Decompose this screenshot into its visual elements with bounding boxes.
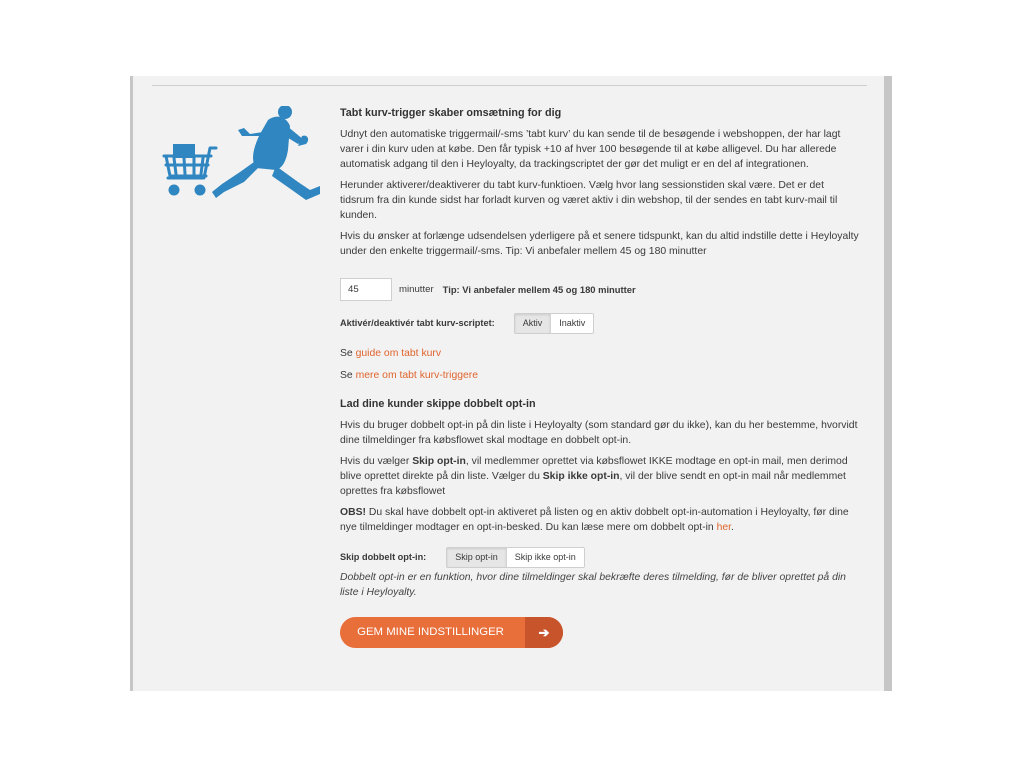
session-time-row <box>340 278 860 301</box>
section-title-double-optin: Lad dine kunder skippe dobbelt opt-in <box>340 398 536 410</box>
panel-left-border <box>130 76 133 691</box>
optin-toggle-row <box>340 547 860 568</box>
optin-help-note: Dobbelt opt-in er en funktion, hvor dine tilmeldinger skal bekræfte deres tilmelding, før de bliver oprettet på din liste i Heyloyalty. <box>340 572 846 598</box>
section-title-abandoned-cart: Tabt kurv-trigger skaber omsætning for dig <box>340 107 562 119</box>
obs-paragraph: OBS! Du skal have dobbelt opt-in aktiveret på listen og en aktiv dobbelt opt-in-automation i Heyloyalty, før dine nye tilmeldinger modtager en opt-in-besked. Du kan læse mere om dobbelt opt-in her. <box>340 507 849 533</box>
save-button-label: GEM MINE INDSTILLINGER <box>357 626 504 638</box>
more-triggers-link[interactable]: mere om tabt kurv-triggere <box>355 370 479 381</box>
link-prefix: Se <box>340 348 353 359</box>
session-minutes-input[interactable]: 45 <box>340 278 392 301</box>
toggle-active-option[interactable]: Aktiv <box>515 314 551 333</box>
more-link-line <box>340 368 860 383</box>
panel-right-border <box>884 76 892 691</box>
script-toggle-row <box>340 313 860 334</box>
optin-toggle <box>446 547 585 568</box>
top-divider <box>152 85 867 86</box>
session-paragraph: Herunder aktiverer/deaktiverer du tabt kurv-funktioen. Vælg hvor lang sessionstiden skal være. Det er det tidsrum fra din kunde sidst har forladt kurven og været aktiv i din webshop, til der sendes en tabt kurv-mail til kunden. <box>340 180 838 221</box>
optin-here-link[interactable]: her <box>716 522 732 533</box>
shopping-cart-icon <box>164 144 216 194</box>
abandoned-cart-illustration <box>160 106 324 202</box>
link-prefix: Se <box>340 370 353 381</box>
script-toggle-label: Aktivér/deaktivér tabt kurv-scriptet: <box>340 318 495 328</box>
script-toggle <box>514 313 595 334</box>
tip-paragraph: Hvis du ønsker at forlænge udsendelsen yderligere på et senere tidspunkt, kan du altid indstille dette i Heyloyalty under den enkelte triggermail/-sms. Tip: Vi anbefaler mellem 45 og 180 minutter <box>340 231 859 257</box>
minutes-unit-label: minutter <box>399 284 434 295</box>
toggle-skip-optin-option[interactable]: Skip opt-in <box>447 548 506 567</box>
optin-explanation-paragraph: Hvis du vælger Skip opt-in, vil medlemmer oprettet via købsflowet IKKE modtage en opt-in mail, men derimod blive oprettet direkte på din liste. Vælger du Skip ikke opt-in, vil der blive sendt en opt-in mail når medlemmet oprettes fra købsflowet <box>340 456 848 497</box>
settings-panel <box>130 76 892 691</box>
intro-paragraph: Udnyt den automatiske triggermail/-sms ’tabt kurv’ du kan sende til de besøgende i webshoppen, der har lagt varer i din kurv uden at købe. Den får typisk +10 af hver 100 besøgende til at købe alligevel. Du har allerede automatisk adgang til den i Heyloyalty, da trackingscriptet der gør det muligt er en del af integrationen. <box>340 129 841 170</box>
optin-toggle-label: Skip dobbelt opt-in: <box>340 552 427 562</box>
guide-link-line <box>340 346 860 361</box>
save-settings-button[interactable] <box>340 617 563 648</box>
toggle-inactive-option[interactable]: Inaktiv <box>550 314 593 333</box>
settings-content <box>340 106 860 648</box>
optin-intro-paragraph: Hvis du bruger dobbelt opt-in på din liste i Heyloyalty (som standard gør du ikke), kan du her bestemme, hvorvidt dine tilmeldinger fra købsflowet skal modtage en dobbelt opt-in. <box>340 420 858 446</box>
session-tip-text: Tip: Vi anbefaler mellem 45 og 180 minutter <box>442 284 636 295</box>
arrow-right-icon: ➔ <box>525 617 563 648</box>
running-person-icon <box>212 106 320 200</box>
toggle-noskip-optin-option[interactable]: Skip ikke opt-in <box>506 548 584 567</box>
guide-link[interactable]: guide om tabt kurv <box>355 348 442 359</box>
